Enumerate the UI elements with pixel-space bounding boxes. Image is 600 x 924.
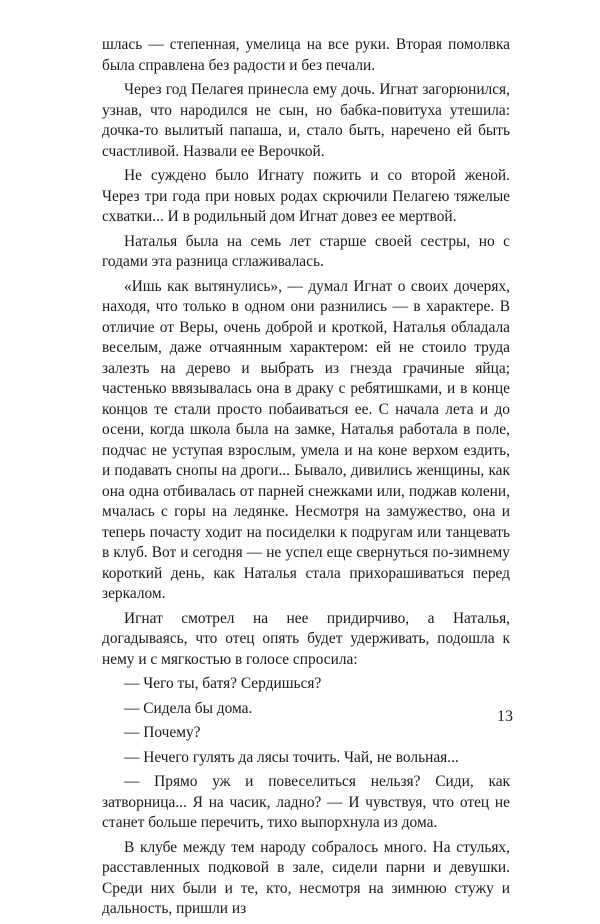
paragraph: В клубе между тем народу собралось много. На стульях, расставленных подковой в зале, сидели парни и девушки. Среди них были и те, кто, несмотря на зимнюю стужу и дальность, пришли из [102, 838, 510, 917]
paragraph: Через год Пелагея принесла ему дочь. Игнат загорюнился, узнав, что народился не сын, но бабка-повитуха утешила: дочка-то вылитый папаша, и, стало быть, наречено ей быть счастливой. Назвали ее Верочкой. [102, 81, 510, 160]
paragraph: Не суждено было Игнату пожить и со второй женой. Через три года при новых родах скрючили Пелагею тяжелые схватки... И в родильный дом Игнат довез ее мертвой. [102, 167, 510, 225]
paragraph: шлась — степенная, умелица на все руки. Вторая помолвка была справлена без радости и без печали. [102, 36, 510, 74]
dialogue-line: — Почему? [124, 724, 201, 741]
dialogue-line: — Сидела бы дома. [124, 699, 253, 717]
page-number: 13 [497, 708, 513, 725]
dialogue-line: — Прямо уж и повеселиться нельзя? Сиди, как затворница... Я на часик, ладно? — И чувствуя, что отец не станет больше перечить, тихо выпорхнула из дома. [102, 773, 510, 831]
dialogue-line: — Нечего гулять да лясы точить. Чай, не вольная... [124, 748, 459, 766]
dialogue-line: — Чего ты, батя? Сердишься? [124, 675, 322, 692]
paragraph: «Ишь как вытянулись», — думал Игнат о своих дочерях, находя, что только в одном они разнились — в характере. В отличие от Веры, очень доброй и кроткой, Наталья обладала веселым, даже отчаянным характером: ей не стоило труда залезть на дерево и выбрать из гнезда грачиные яйца; частенько ввязывалась она в драку с ребятишками, и в конце концов те стали просто побаиваться ее. С начала лета и до осени, когда школа была на замке, Наталья работала в поле, подчас не уступая взрослым, умела и на коне верхом ездить, и подавать снопы на дроги... Бывало, дивились женщины, как она одна отбивалась от парней снежками или, поджав колени, мчалась с горы на ледянке. Несмотря на замужество, она и теперь почасту ходит на посиделки к подругам или танцевать в клуб. Вот и сегодня — не успел еще свернуться по-зимнему короткий день, как Наталья стала прихорашиваться перед зеркалом. [102, 277, 510, 602]
paragraph: Наталья была на семь лет старше своей сестры, но с годами эта разница сглаживалась. [102, 232, 510, 270]
page-text [102, 35, 510, 924]
paragraph: Игнат смотрел на нее придирчиво, а Наталья, догадываясь, что отец опять будет удерживать, подошла к нему и с мягкостью в голосе спросила: [102, 609, 510, 668]
